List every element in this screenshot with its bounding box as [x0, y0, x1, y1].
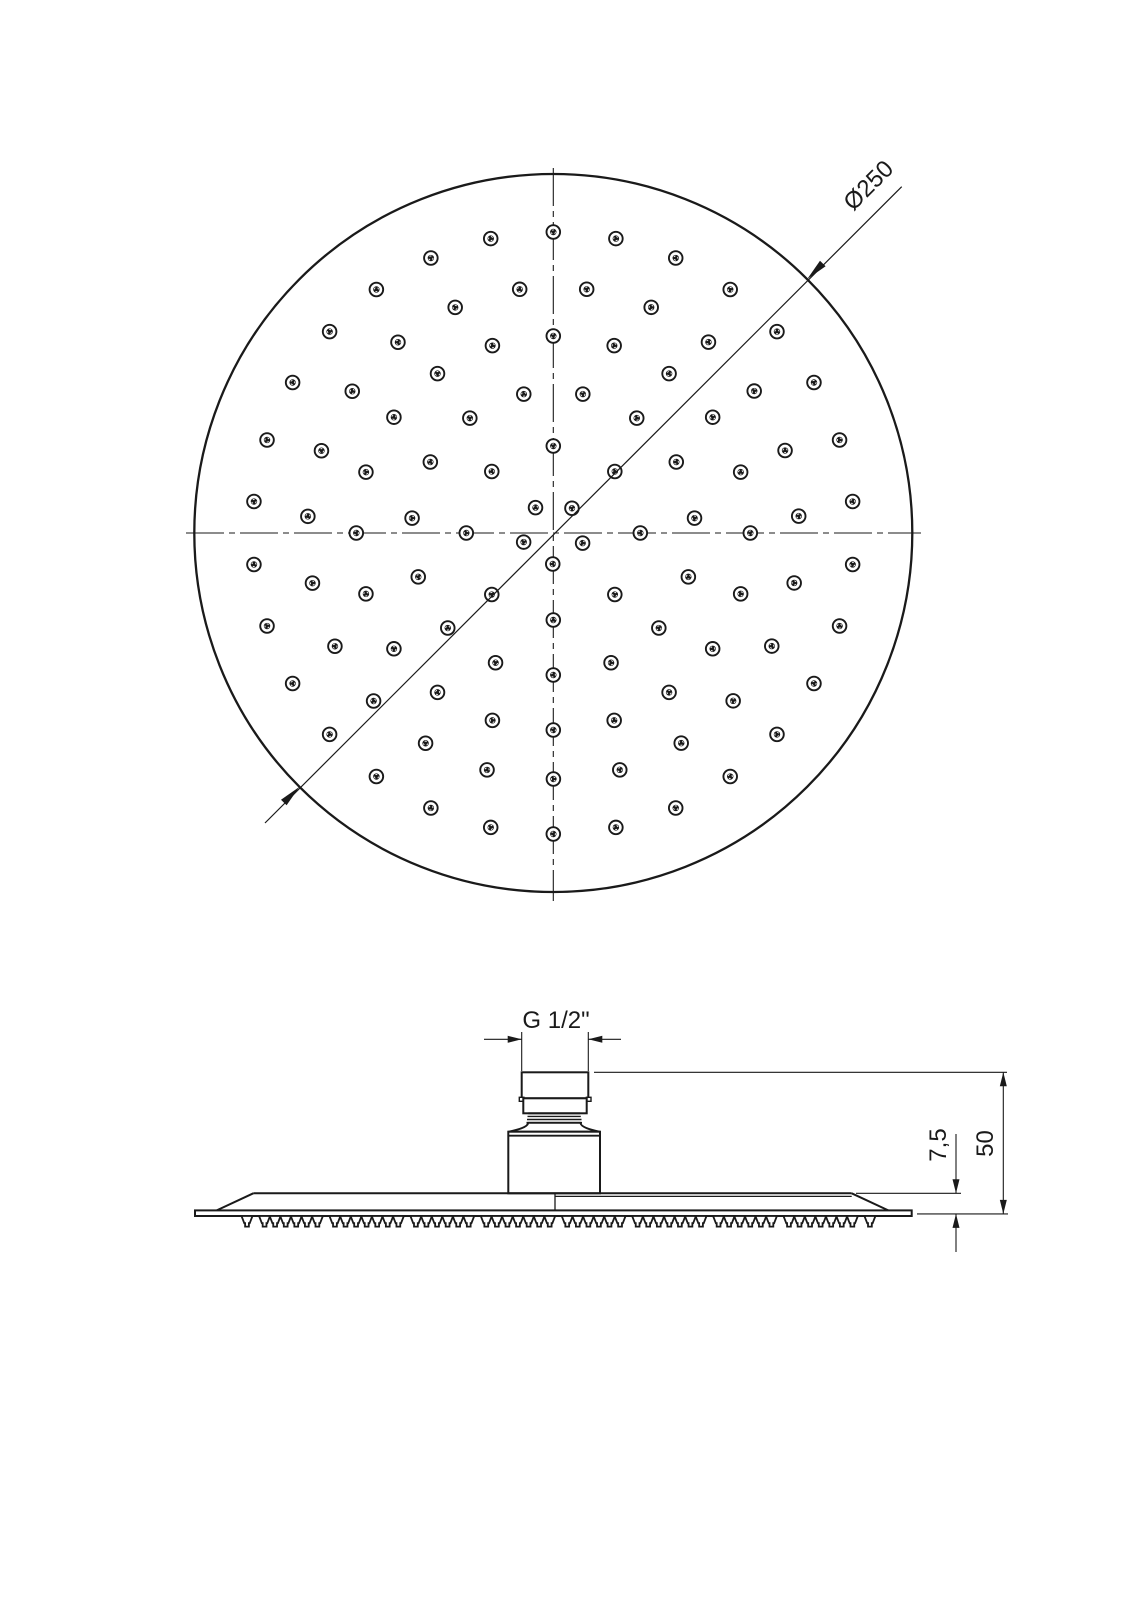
nozzle-tooth — [270, 1216, 281, 1227]
nozzle — [634, 526, 648, 540]
nozzle — [350, 526, 364, 540]
nozzle-tooth — [393, 1216, 404, 1227]
nozzle — [609, 232, 623, 246]
nozzle — [706, 642, 720, 656]
nozzle — [286, 677, 300, 691]
nozzle — [609, 821, 623, 835]
nozzle — [328, 639, 342, 653]
nozzle — [345, 384, 359, 398]
nozzle — [405, 511, 419, 525]
nozzle — [702, 335, 716, 349]
arrowhead-icon — [953, 1214, 960, 1228]
nozzle — [846, 558, 860, 572]
thickness-label: 7,5 — [925, 1128, 952, 1162]
nozzle-tooth — [864, 1216, 875, 1227]
nozzle — [359, 465, 373, 479]
nozzle — [513, 283, 527, 297]
nozzle-tooth — [410, 1216, 421, 1227]
nozzle — [846, 495, 860, 509]
nozzle — [486, 339, 500, 353]
nozzle — [669, 251, 683, 265]
nozzle — [604, 656, 618, 670]
nozzle-tooth — [766, 1216, 777, 1227]
nozzle-tooth — [361, 1216, 372, 1227]
nozzle — [517, 387, 531, 401]
nozzle — [411, 570, 425, 584]
nozzle — [547, 668, 561, 682]
nozzle — [419, 736, 433, 750]
nozzle-tooth — [534, 1216, 545, 1227]
nozzle — [247, 495, 261, 509]
nozzle — [807, 376, 821, 390]
nozzle — [547, 613, 561, 627]
nozzle — [726, 694, 740, 708]
nozzle — [778, 444, 792, 458]
nozzle-tooth — [280, 1216, 291, 1227]
nozzle — [260, 433, 274, 447]
nozzle — [734, 465, 748, 479]
nozzle — [613, 763, 627, 777]
nozzle — [770, 728, 784, 742]
nozzle-tooth — [372, 1216, 383, 1227]
nozzle-tooth — [491, 1216, 502, 1227]
nozzle — [580, 282, 594, 296]
nozzle — [431, 367, 445, 381]
thickness-dimension — [856, 1128, 961, 1252]
nozzle-tooth — [593, 1216, 604, 1227]
nozzle-tooth — [826, 1216, 837, 1227]
nozzle-tooth — [815, 1216, 826, 1227]
nozzle — [662, 367, 676, 381]
nozzle — [424, 801, 438, 815]
nozzle-teeth-row — [242, 1216, 876, 1227]
nozzle — [807, 677, 821, 691]
nozzle — [565, 501, 579, 515]
diameter-dimension-line — [265, 187, 902, 823]
nozzle — [547, 329, 561, 343]
nozzle-tooth — [259, 1216, 270, 1227]
nozzle-tooth — [523, 1216, 534, 1227]
nozzle-tooth — [783, 1216, 794, 1227]
nozzle — [323, 728, 337, 742]
nozzle — [547, 723, 561, 737]
collar-ridges — [527, 1113, 583, 1123]
nozzle — [485, 588, 499, 602]
nozzle — [706, 410, 720, 424]
nozzle — [485, 465, 499, 479]
nozzle-tooth — [502, 1216, 513, 1227]
nozzle-tooth — [583, 1216, 594, 1227]
nozzle — [747, 384, 761, 398]
diameter-label: Ø250 — [838, 155, 900, 217]
top-view — [186, 155, 921, 901]
nozzle-tooth — [685, 1216, 696, 1227]
nozzle-tooth — [301, 1216, 312, 1227]
nozzle — [367, 694, 381, 708]
nozzle — [546, 557, 560, 571]
nozzle — [787, 576, 801, 590]
nozzle — [630, 411, 644, 425]
nozzle — [547, 439, 561, 453]
nozzle-tooth — [481, 1216, 492, 1227]
nozzle — [669, 455, 683, 469]
nozzle — [688, 511, 702, 525]
nozzle — [547, 225, 561, 239]
nozzle-tooth — [432, 1216, 443, 1227]
nozzle — [607, 339, 621, 353]
nozzle-tooth — [382, 1216, 393, 1227]
nozzle — [448, 301, 462, 315]
nozzle-tooth — [836, 1216, 847, 1227]
nozzle — [723, 770, 737, 784]
nozzle-tooth — [572, 1216, 583, 1227]
nozzle — [608, 588, 622, 602]
nozzle-tooth — [442, 1216, 453, 1227]
nozzle — [770, 325, 784, 339]
nozzle — [547, 827, 561, 841]
nozzle — [669, 801, 683, 815]
nozzle — [608, 465, 622, 479]
nozzle-tooth — [242, 1216, 253, 1227]
diameter-dimension — [265, 155, 902, 823]
thread-block — [522, 1072, 589, 1098]
nozzle — [486, 714, 500, 728]
thread-lower-block — [523, 1098, 586, 1113]
arrowhead-icon — [1000, 1072, 1007, 1086]
nozzle-tooth — [805, 1216, 816, 1227]
nozzle — [463, 411, 477, 425]
nozzle-tooth — [696, 1216, 707, 1227]
arrowhead-icon — [588, 1036, 602, 1043]
nozzle-tooth — [544, 1216, 555, 1227]
nozzle — [833, 433, 847, 447]
nozzle — [370, 770, 384, 784]
nozzle-tooth — [632, 1216, 643, 1227]
nozzle-tooth — [512, 1216, 523, 1227]
nozzle-tooth — [615, 1216, 626, 1227]
nozzle — [489, 656, 503, 670]
nozzle-tooth — [453, 1216, 464, 1227]
disc-right-chamfer — [852, 1193, 889, 1210]
nozzle — [387, 642, 401, 656]
nozzle-tooth — [291, 1216, 302, 1227]
nozzle — [833, 619, 847, 633]
nozzle — [301, 510, 315, 524]
nozzle-tooth — [664, 1216, 675, 1227]
nozzle — [441, 621, 455, 635]
nozzle-tooth — [329, 1216, 340, 1227]
nozzle — [576, 536, 590, 550]
nozzle — [517, 535, 531, 549]
thread-dimension — [484, 1007, 621, 1071]
thread-label: G 1/2" — [522, 1007, 590, 1034]
nozzle — [547, 772, 561, 786]
nozzle-tooth — [421, 1216, 432, 1227]
nozzle — [662, 686, 676, 700]
nozzle — [734, 587, 748, 601]
nozzle — [424, 455, 438, 469]
nozzle — [359, 587, 373, 601]
nozzle-tooth — [847, 1216, 858, 1227]
nozzle-tooth — [562, 1216, 573, 1227]
nozzle — [306, 576, 320, 590]
nozzle-tooth — [604, 1216, 615, 1227]
nozzle — [460, 526, 474, 540]
nozzle-tooth — [713, 1216, 724, 1227]
nozzle — [607, 714, 621, 728]
nozzle — [484, 232, 498, 246]
nozzle — [652, 621, 666, 635]
nozzle — [391, 335, 405, 349]
arrowhead-icon — [953, 1179, 960, 1193]
nozzle — [484, 821, 498, 835]
arrowhead-icon — [508, 1036, 522, 1043]
disc-left-chamfer — [217, 1193, 254, 1210]
nozzle — [480, 763, 494, 777]
nozzle — [424, 251, 438, 265]
nozzle-tooth — [463, 1216, 474, 1227]
bell-flare — [508, 1123, 600, 1132]
nozzle — [286, 376, 300, 390]
nozzle-tooth — [734, 1216, 745, 1227]
nozzle-tooth — [643, 1216, 654, 1227]
nozzle-tooth — [312, 1216, 323, 1227]
nozzle — [674, 736, 688, 750]
nozzle — [431, 686, 445, 700]
side-view — [195, 1007, 1008, 1252]
nozzle — [576, 387, 590, 401]
arrowhead-icon — [807, 261, 825, 279]
nozzle — [323, 325, 337, 339]
height-label: 50 — [972, 1130, 999, 1157]
nozzle — [765, 639, 779, 653]
nozzle — [247, 558, 261, 572]
nozzle — [260, 619, 274, 633]
nozzle — [723, 283, 737, 297]
nozzle — [682, 570, 696, 584]
nozzle-tooth — [351, 1216, 362, 1227]
nozzle — [792, 509, 806, 523]
disc-plate — [195, 1193, 912, 1226]
nozzle — [387, 410, 401, 424]
nozzle-tooth — [745, 1216, 756, 1227]
nozzle-tooth — [755, 1216, 766, 1227]
cylinder-body — [508, 1132, 600, 1194]
nozzle-tooth — [653, 1216, 664, 1227]
nozzle — [744, 526, 758, 540]
nozzle-tooth — [674, 1216, 685, 1227]
nozzle — [370, 283, 384, 297]
nozzle — [529, 501, 543, 515]
nozzle-tooth — [724, 1216, 735, 1227]
nozzle — [315, 444, 329, 458]
arrowhead-icon — [281, 787, 299, 805]
nozzle-tooth — [794, 1216, 805, 1227]
nozzle-tooth — [340, 1216, 351, 1227]
nozzle — [644, 301, 658, 315]
arrowhead-icon — [1000, 1200, 1007, 1214]
